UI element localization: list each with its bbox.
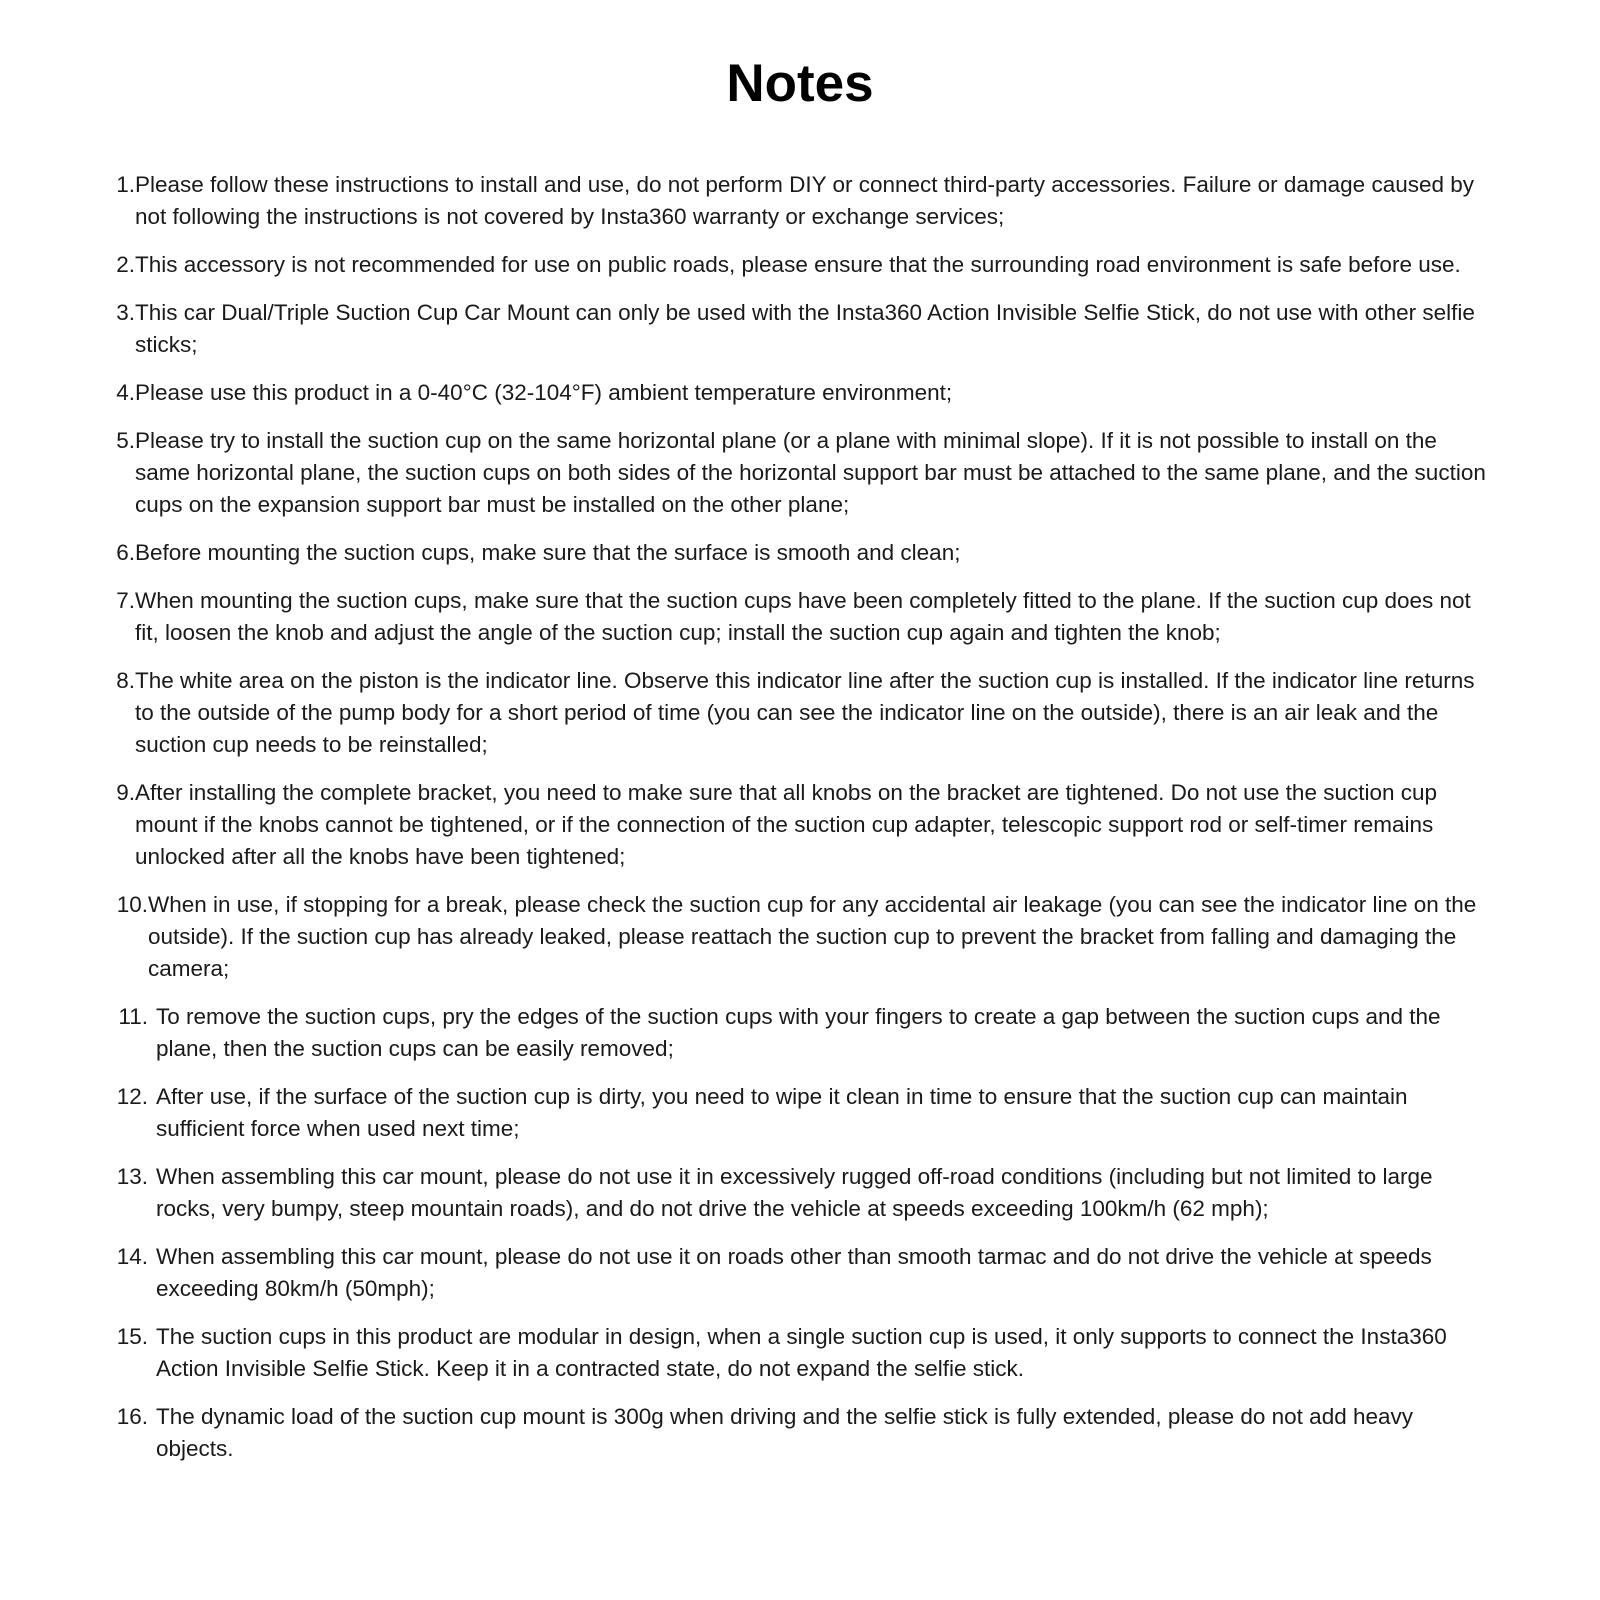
list-item <box>108 889 1496 985</box>
item-number: 15. <box>116 1324 148 1349</box>
list-item <box>108 297 1496 361</box>
item-text: This accessory is not recommended for use on public roads, please ensure that the surrounding road environment is safe before use. <box>135 252 1461 277</box>
list-item <box>108 585 1496 649</box>
item-number: 4. <box>116 380 135 405</box>
list-item <box>108 1001 1496 1065</box>
item-number: 2. <box>116 252 135 277</box>
item-text: When in use, if stopping for a break, please check the suction cup for any accidental air leakage (you can see the indicator line on the outside). If the suction cup has already leaked, please reattach the suction cup to prevent the bracket from falling and damaging the camera; <box>148 892 1477 981</box>
page-title: Notes <box>726 54 874 113</box>
item-text: The suction cups in this product are modular in design, when a single suction cup is used, it only supports to connect the Insta360 Action Invisible Selfie Stick. Keep it in a contracted state, do not expand the selfie stick. <box>156 1324 1447 1381</box>
list-item <box>108 777 1496 873</box>
item-number: 10. <box>116 892 148 917</box>
item-text: After installing the complete bracket, you need to make sure that all knobs on the bracket are tightened. Do not use the suction cup mount if the knobs cannot be tightened, or if the connection of the suction cup adapter, telescopic support rod or self-timer remains unlocked after all the knobs have been tightened; <box>135 780 1438 869</box>
list-item <box>108 665 1496 761</box>
item-text: The white area on the piston is the indicator line. Observe this indicator line after the suction cup is installed. If the indicator line returns to the outside of the pump body for a short period of time (you can see the indicator line on the outside), there is an air leak and the suction cup needs to be reinstalled; <box>135 668 1475 757</box>
list-item <box>108 1321 1496 1385</box>
item-text: When assembling this car mount, please do not use it on roads other than smooth tarmac and do not drive the vehicle at speeds exceeding 80km/h (50mph); <box>156 1244 1432 1301</box>
item-text: After use, if the surface of the suction cup is dirty, you need to wipe it clean in time to ensure that the suction cup can maintain sufficient force when used next time; <box>156 1084 1408 1141</box>
item-number: 8. <box>116 668 135 693</box>
item-text: Please follow these instructions to install and use, do not perform DIY or connect third-party accessories. Failure or damage caused by not following the instructions is not covered by Insta360 warranty or exchange services; <box>135 172 1475 229</box>
item-number: 11. <box>118 1004 148 1029</box>
notes-list <box>108 169 1496 1481</box>
item-text: This car Dual/Triple Suction Cup Car Mount can only be used with the Insta360 Action Invisible Selfie Stick, do not use with other selfie sticks; <box>135 300 1475 357</box>
item-text: When mounting the suction cups, make sure that the suction cups have been completely fitted to the plane. If the suction cup does not fit, loosen the knob and adjust the angle of the suction cup; install the suction cup again and tighten the knob; <box>135 588 1471 645</box>
item-number: 5. <box>116 428 135 453</box>
item-number: 7. <box>116 588 135 613</box>
list-item <box>108 169 1496 233</box>
item-number: 9. <box>116 780 135 805</box>
item-number: 6. <box>116 540 135 565</box>
item-number: 14. <box>116 1244 148 1269</box>
item-text: The dynamic load of the suction cup mount is 300g when driving and the selfie stick is fully extended, please do not add heavy objects. <box>156 1404 1414 1461</box>
item-number: 3. <box>116 300 135 325</box>
list-item <box>108 377 1496 409</box>
list-item <box>108 1241 1496 1305</box>
item-text: Before mounting the suction cups, make sure that the surface is smooth and clean; <box>135 540 961 565</box>
item-number: 12. <box>116 1084 148 1109</box>
item-number: 16. <box>116 1404 148 1429</box>
item-number: 1. <box>116 172 135 197</box>
list-item <box>108 1401 1496 1465</box>
list-item <box>108 1161 1496 1225</box>
item-text: Please use this product in a 0-40°C (32-104°F) ambient temperature environment; <box>135 380 953 405</box>
list-item <box>108 1081 1496 1145</box>
list-item <box>108 537 1496 569</box>
item-text: Please try to install the suction cup on the same horizontal plane (or a plane with minimal slope). If it is not possible to install on the same horizontal plane, the suction cups on both sides of the horizontal support bar must be attached to the same plane, and the suction cups on the expansion support bar must be installed on the other plane; <box>135 428 1486 517</box>
list-item <box>108 249 1496 281</box>
item-text: To remove the suction cups, pry the edges of the suction cups with your fingers to create a gap between the suction cups and the plane, then the suction cups can be easily removed; <box>156 1004 1441 1061</box>
item-number: 13. <box>116 1164 148 1189</box>
item-text: When assembling this car mount, please do not use it in excessively rugged off-road conditions (including but not limited to large rocks, very bumpy, steep mountain roads), and do not drive the vehicle at speeds exceeding 100km/h (62 mph); <box>156 1164 1433 1221</box>
list-item <box>108 425 1496 521</box>
